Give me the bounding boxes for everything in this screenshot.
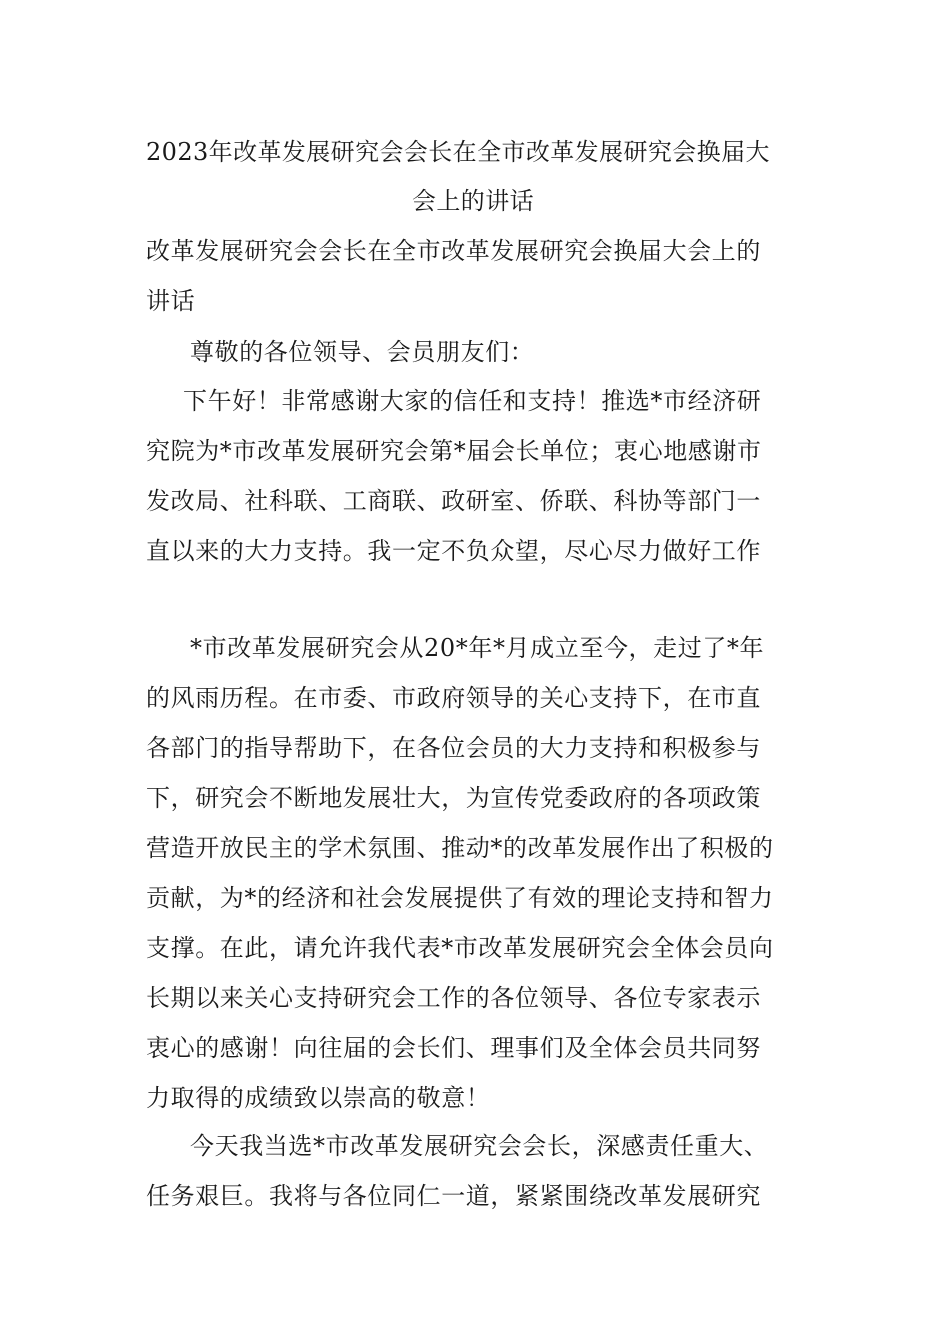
document-title-line-2: 会上的讲话 (412, 187, 534, 215)
paragraph1-line-3: 发改局、社科联、工商联、政研室、侨联、科协等部门一 (146, 487, 761, 515)
greeting: 尊敬的各位领导、会员朋友们： (190, 338, 535, 366)
paragraph2-line-9: 衷心的感谢！向往届的会长们、理事们及全体会员共同努 (146, 1034, 761, 1062)
paragraph2-line-5: 营造开放民主的学术氛围、推动*的改革发展作出了积极的 (146, 834, 774, 862)
paragraph2-line-3: 各部门的指导帮助下，在各位会员的大力支持和积极参与 (146, 734, 761, 762)
paragraph2-line-8: 长期以来关心支持研究会工作的各位领导、各位专家表示 (146, 984, 761, 1012)
document-title-line-1: 2023年改革发展研究会会长在全市改革发展研究会换届大 (146, 138, 770, 166)
paragraph1-line-1: 下午好！非常感谢大家的信任和支持！推选*市经济研 (183, 387, 762, 415)
paragraph3-line-1: 今天我当选*市改革发展研究会会长，深感责任重大、 (190, 1132, 769, 1160)
paragraph3-line-2: 任务艰巨。我将与各位同仁一道，紧紧围绕改革发展研究 (146, 1182, 761, 1210)
paragraph2-line-4: 下，研究会不断地发展壮大，为宣传党委政府的各项政策 (146, 784, 761, 812)
paragraph2-line-7: 支撑。在此，请允许我代表*市改革发展研究会全体会员向 (146, 934, 774, 962)
paragraph1-line-2: 究院为*市改革发展研究会第*届会长单位；衷心地感谢市 (146, 437, 762, 465)
paragraph1-line-4: 直以来的大力支持。我一定不负众望，尽心尽力做好工作 (146, 537, 761, 565)
paragraph2-line-1: *市改革发展研究会从20*年*月成立至今，走过了*年 (190, 634, 765, 662)
document-subtitle-line-1: 改革发展研究会会长在全市改革发展研究会换届大会上的 (146, 237, 761, 265)
paragraph2-line-6: 贡献，为*的经济和社会发展提供了有效的理论支持和智力 (146, 884, 774, 912)
paragraph2-line-10: 力取得的成绩致以崇高的敬意！ (146, 1084, 491, 1112)
paragraph2-line-2: 的风雨历程。在市委、市政府领导的关心支持下，在市直 (146, 684, 761, 712)
document-subtitle-line-2: 讲话 (146, 287, 196, 315)
